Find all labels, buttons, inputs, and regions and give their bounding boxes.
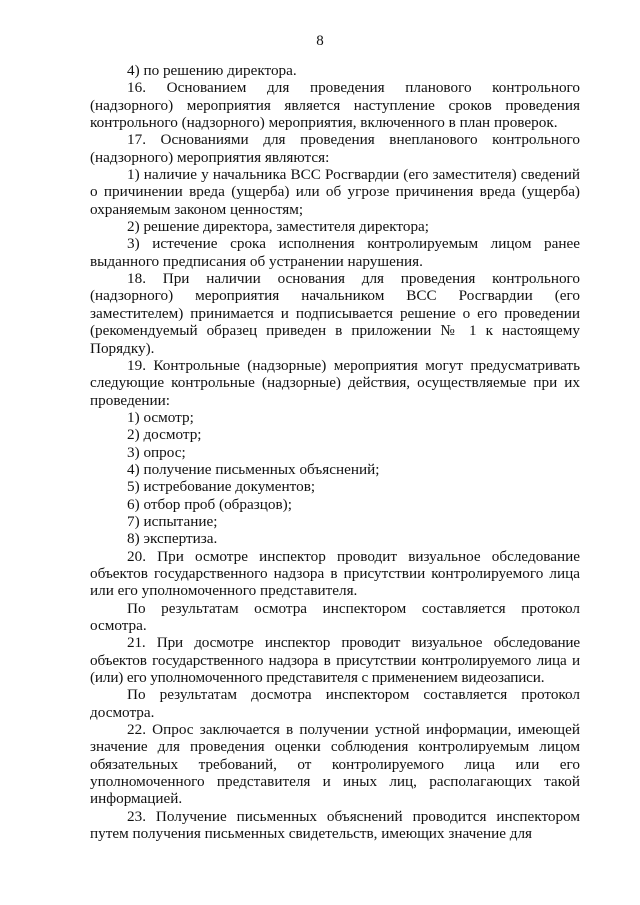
list-item-3-order-expiry: 3) истечение срока исполнения контролируемым лицом ранее выданного предписания об устранении нарушения. — [90, 235, 580, 270]
paragraph-22: 22. Опрос заключается в получении устной информации, имеющей значение для проведения оценки соблюдения контролируемым лицом обязательных требований, от контролируемого лица или его уполномоченного представителя и иных лиц, располагающих такой информацией. — [90, 721, 580, 808]
action-item-search: 2) досмотр; — [127, 426, 202, 444]
paragraph-20: 20. При осмотре инспектор проводит визуальное обследование объектов государственного надзора в присутствии контролируемого лица или его уполномоченного представителя. — [90, 547, 580, 600]
paragraph-16: 16. Основанием для проведения планового контрольного (надзорного) мероприятия является наступление сроков проведения контрольного (надзорного) мероприятия, включенного в план проверок. — [90, 79, 580, 132]
list-item-4-director-decision: 4) по решению директора. — [127, 62, 297, 79]
paragraph-18: 18. При наличии основания для проведения контрольного (надзорного) мероприятия начальником ВСС Росгвардии (его заместителем) принимается и подписывается решение о его проведении (рекомендуемый образец приведен в приложении № 1 к настоящему Порядку). — [90, 270, 580, 357]
action-item-expertise: 8) экспертиза. — [127, 530, 218, 548]
paragraph-17: 17. Основаниями для проведения внепланового контрольного (надзорного) мероприятия являются: — [90, 131, 580, 166]
paragraph-23: 23. Получение письменных объяснений проводится инспектором путем получения письменных свидетельств, имеющих значение для — [90, 807, 580, 843]
paragraph-21: 21. При досмотре инспектор проводит визуальное обследование объектов государственного надзора в присутствии контролируемого лица и (или) его уполномоченного представителя с применением видеозаписи. — [90, 634, 580, 687]
action-item-sampling: 6) отбор проб (образцов); — [127, 495, 292, 513]
action-item-written-explanations: 4) получение письменных объяснений; — [127, 460, 380, 478]
paragraph-21-protocol: По результатам досмотра инспектором составляется протокол досмотра. — [90, 686, 580, 721]
page-number: 8 — [316, 33, 324, 49]
list-item-2-director-decision: 2) решение директора, заместителя директора; — [127, 218, 430, 236]
paragraph-20-protocol: По результатам осмотра инспектором составляется протокол осмотра. — [90, 599, 580, 634]
action-item-document-request: 5) истребование документов; — [127, 478, 316, 496]
action-item-interview: 3) опрос; — [127, 443, 186, 461]
paragraph-19: 19. Контрольные (надзорные) мероприятия могут предусматривать следующие контрольные (надзорные) действия, осуществляемые при их проведении: — [90, 356, 580, 409]
document-body — [90, 62, 580, 842]
action-item-inspection: 1) осмотр; — [127, 408, 194, 426]
list-item-1-harm-information: 1) наличие у начальника ВСС Росгвардии (его заместителя) сведений о причинении вреда (ущерба) или об угрозе причинения вреда (ущерба) охраняемым законом ценностям; — [90, 166, 580, 218]
action-item-testing: 7) испытание; — [127, 512, 218, 530]
